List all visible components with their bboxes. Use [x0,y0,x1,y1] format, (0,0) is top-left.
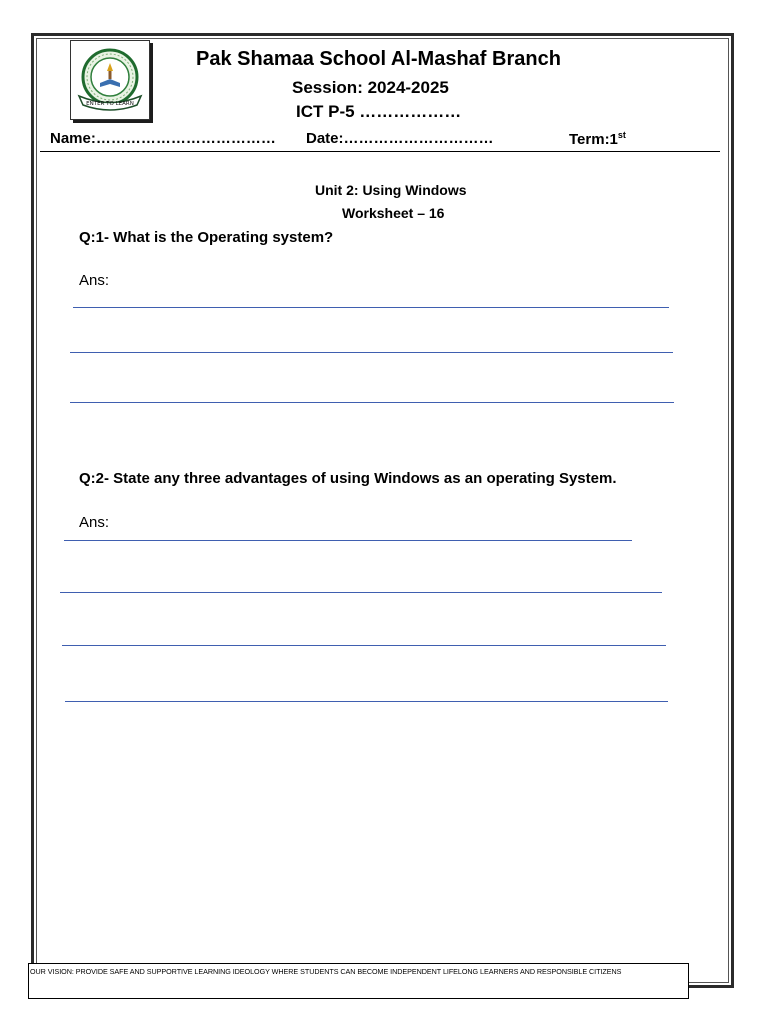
session-label: Session: 2024-2025 [292,78,449,97]
answer-1-line-2[interactable] [70,352,673,353]
question-2: Q:2- State any three advantages of using Windows as an operating System. [79,470,617,487]
term-label [569,130,626,148]
vision-footer [28,963,689,999]
answer-2-line-2[interactable] [60,592,662,593]
term-suffix: st [617,130,626,140]
answer-1-line-1[interactable] [73,307,669,308]
class-line: ICT P-5 ……………… [296,102,462,121]
answer-2-line-4[interactable] [65,701,668,702]
unit-title: Unit 2: Using Windows [315,182,467,198]
term-text: Term:1 [569,131,618,148]
school-crest-icon [71,41,149,119]
worksheet-title: Worksheet – 16 [342,205,445,221]
name-field[interactable]: Name:……………………………… [50,130,276,147]
vision-text: OUR VISION: PROVIDE SAFE AND SUPPORTIVE LEARNING IDEOLOGY WHERE STUDENTS CAN BECOME INDEPENDENT LIFELONG LEARNERS AND RESPONSIBLE CITIZENS [30,967,622,976]
question-1: Q:1- What is the Operating system? [79,229,334,246]
date-field[interactable]: Date:………………………… [306,130,494,147]
answer-2-line-3[interactable] [62,645,666,646]
answer-1-label: Ans: [79,272,110,289]
logo-ribbon-text: ENTER TO LEARN [86,101,134,107]
school-logo [70,40,150,120]
header-divider [40,151,720,152]
answer-1-line-3[interactable] [70,402,674,403]
school-name: Pak Shamaa School Al-Mashaf Branch [196,48,561,70]
answer-2-line-1[interactable] [64,540,632,541]
page-inner-border [36,38,729,983]
answer-2-label: Ans: [79,514,110,531]
